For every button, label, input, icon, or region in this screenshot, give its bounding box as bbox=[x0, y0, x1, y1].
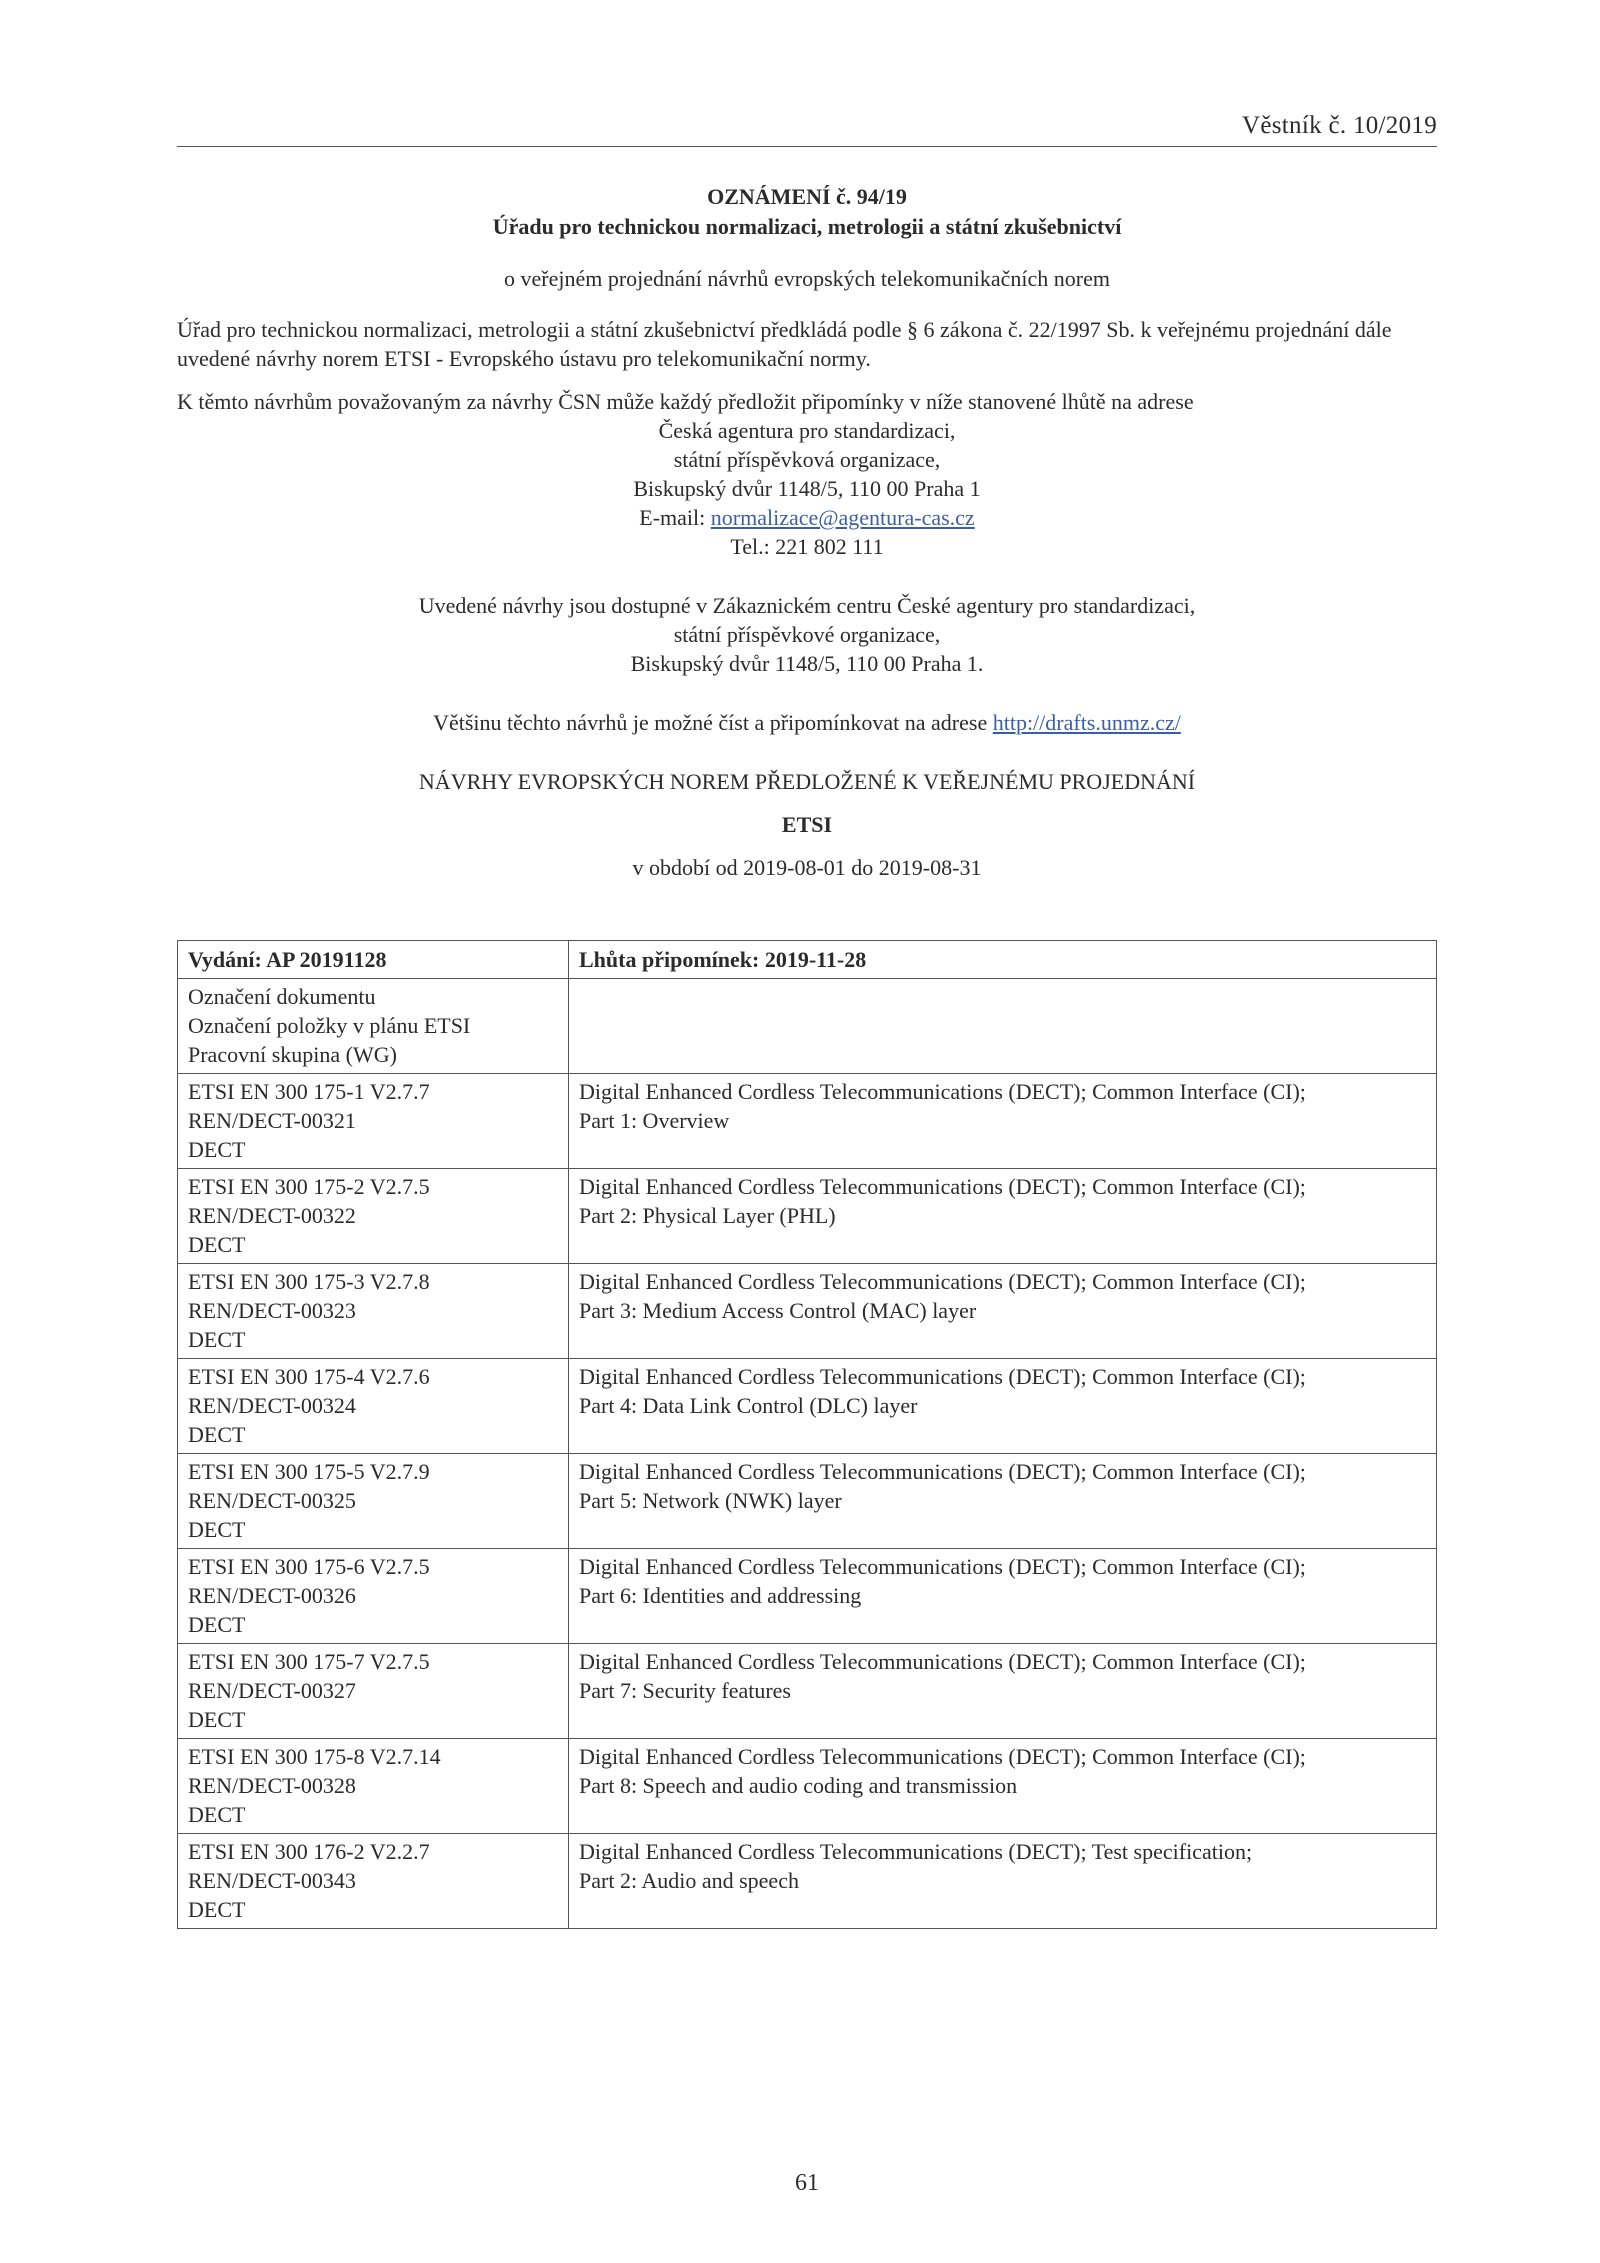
notice-title: OZNÁMENÍ č. 94/19 bbox=[707, 184, 907, 209]
legend-empty-cell bbox=[569, 979, 1437, 1074]
email-link[interactable]: normalizace@agentura-cas.cz bbox=[710, 505, 975, 530]
work-item-id: REN/DECT-00325 bbox=[188, 1488, 356, 1513]
legend-row bbox=[178, 979, 1437, 1074]
working-group: DECT bbox=[188, 1517, 246, 1542]
running-header: Věstník č. 10/2019 bbox=[1242, 112, 1437, 139]
document-id-cell bbox=[178, 1169, 569, 1264]
working-group: DECT bbox=[188, 1897, 246, 1922]
document-part-line: Part 8: Speech and audio coding and transmission bbox=[579, 1773, 1018, 1798]
work-item-id: REN/DECT-00327 bbox=[188, 1678, 356, 1703]
address-block bbox=[177, 416, 1437, 561]
email-label: E-mail: bbox=[639, 505, 711, 530]
work-item-id: REN/DECT-00324 bbox=[188, 1393, 356, 1418]
working-group: DECT bbox=[188, 1232, 246, 1257]
document-id-cell bbox=[178, 1834, 569, 1929]
document-id-cell bbox=[178, 1264, 569, 1359]
document-title-line: Digital Enhanced Cordless Telecommunications (DECT); Common Interface (CI); bbox=[579, 1459, 1306, 1484]
availability-line: Biskupský dvůr 1148/5, 110 00 Praha 1. bbox=[630, 651, 984, 676]
document-title-cell bbox=[569, 1074, 1437, 1169]
work-item-id: REN/DECT-00343 bbox=[188, 1868, 356, 1893]
legend-line: Označení položky v plánu ETSI bbox=[188, 1013, 471, 1038]
period-line: v období od 2019-08-01 do 2019-08-31 bbox=[632, 855, 982, 880]
notice-issuer: Úřadu pro technickou normalizaci, metrologii a státní zkušebnictví bbox=[492, 214, 1122, 239]
email-line bbox=[177, 503, 1437, 532]
table-row bbox=[178, 1169, 1437, 1264]
comments-intro: K těmto návrhům považovaným za návrhy ČSN může každý předložit připomínky v níže stanovené lhůtě na adrese bbox=[177, 389, 1194, 414]
document-designation: ETSI EN 300 175-6 V2.7.5 bbox=[188, 1554, 430, 1579]
working-group: DECT bbox=[188, 1327, 246, 1352]
document-designation: ETSI EN 300 175-1 V2.7.7 bbox=[188, 1079, 430, 1104]
header-rule bbox=[177, 146, 1437, 147]
document-id-cell bbox=[178, 1074, 569, 1169]
document-part-line: Part 7: Security features bbox=[579, 1678, 791, 1703]
document-title-line: Digital Enhanced Cordless Telecommunications (DECT); Common Interface (CI); bbox=[579, 1649, 1306, 1674]
document-id-cell bbox=[178, 1454, 569, 1549]
document-part-line: Part 5: Network (NWK) layer bbox=[579, 1488, 842, 1513]
organization-heading: ETSI bbox=[781, 812, 833, 837]
page-number: 61 bbox=[795, 2170, 819, 2196]
document-part-line: Part 3: Medium Access Control (MAC) layer bbox=[579, 1298, 977, 1323]
document-part-line: Part 6: Identities and addressing bbox=[579, 1583, 862, 1608]
document-title-line: Digital Enhanced Cordless Telecommunications (DECT); Common Interface (CI); bbox=[579, 1174, 1306, 1199]
document-designation: ETSI EN 300 175-8 V2.7.14 bbox=[188, 1744, 441, 1769]
legend-line: Označení dokumentu bbox=[188, 984, 376, 1009]
document-designation: ETSI EN 300 175-5 V2.7.9 bbox=[188, 1459, 430, 1484]
norms-table bbox=[177, 940, 1437, 1929]
work-item-id: REN/DECT-00326 bbox=[188, 1583, 356, 1608]
address-line: Česká agentura pro standardizaci, bbox=[658, 418, 956, 443]
document-designation: ETSI EN 300 175-3 V2.7.8 bbox=[188, 1269, 430, 1294]
document-designation: ETSI EN 300 176-2 V2.2.7 bbox=[188, 1839, 430, 1864]
document-id-cell bbox=[178, 1644, 569, 1739]
document-id-cell bbox=[178, 1739, 569, 1834]
section-title: NÁVRHY EVROPSKÝCH NOREM PŘEDLOŽENÉ K VEŘEJNÉMU PROJEDNÁNÍ bbox=[418, 769, 1196, 794]
drafts-link[interactable]: http://drafts.unmz.cz/ bbox=[992, 710, 1181, 735]
table-header-row bbox=[178, 941, 1437, 979]
legend-line: Pracovní skupina (WG) bbox=[188, 1042, 397, 1067]
document-id-cell bbox=[178, 1549, 569, 1644]
document-id-cell bbox=[178, 1359, 569, 1454]
table-row bbox=[178, 1264, 1437, 1359]
working-group: DECT bbox=[188, 1422, 246, 1447]
working-group: DECT bbox=[188, 1137, 246, 1162]
drafts-line bbox=[177, 708, 1437, 737]
document-title-line: Digital Enhanced Cordless Telecommunications (DECT); Common Interface (CI); bbox=[579, 1269, 1306, 1294]
legend-cell bbox=[178, 979, 569, 1074]
drafts-text: Většinu těchto návrhů je možné číst a připomínkovat na adrese bbox=[433, 710, 993, 735]
document-title-line: Digital Enhanced Cordless Telecommunications (DECT); Test specification; bbox=[579, 1839, 1253, 1864]
document-title-cell bbox=[569, 1834, 1437, 1929]
document-part-line: Part 4: Data Link Control (DLC) layer bbox=[579, 1393, 918, 1418]
address-line: Biskupský dvůr 1148/5, 110 00 Praha 1 bbox=[633, 476, 981, 501]
work-item-id: REN/DECT-00323 bbox=[188, 1298, 356, 1323]
working-group: DECT bbox=[188, 1802, 246, 1827]
notice-subject: o veřejném projednání návrhů evropských telekomunikačních norem bbox=[503, 266, 1111, 291]
document-title-cell bbox=[569, 1359, 1437, 1454]
notice-intro: Úřad pro technickou normalizaci, metrologii a státní zkušebnictví předkládá podle § 6 zákona č. 22/1997 Sb. k veřejnému projednání dále uvedené návrhy norem ETSI - Evropského ústavu pro telekomunikační normy. bbox=[177, 317, 1392, 371]
document-designation: ETSI EN 300 175-7 V2.7.5 bbox=[188, 1649, 430, 1674]
work-item-id: REN/DECT-00321 bbox=[188, 1108, 356, 1133]
work-item-id: REN/DECT-00328 bbox=[188, 1773, 356, 1798]
document-title-line: Digital Enhanced Cordless Telecommunications (DECT); Common Interface (CI); bbox=[579, 1744, 1306, 1769]
document-title-line: Digital Enhanced Cordless Telecommunications (DECT); Common Interface (CI); bbox=[579, 1364, 1306, 1389]
document-title-cell bbox=[569, 1549, 1437, 1644]
table-row bbox=[178, 1359, 1437, 1454]
document-title-cell bbox=[569, 1644, 1437, 1739]
working-group: DECT bbox=[188, 1707, 246, 1732]
document-title-line: Digital Enhanced Cordless Telecommunications (DECT); Common Interface (CI); bbox=[579, 1554, 1306, 1579]
deadline-cell: Lhůta připomínek: 2019-11-28 bbox=[569, 941, 1437, 979]
table-row bbox=[178, 1074, 1437, 1169]
document-title-cell bbox=[569, 1454, 1437, 1549]
document-designation: ETSI EN 300 175-4 V2.7.6 bbox=[188, 1364, 430, 1389]
document-title-cell bbox=[569, 1739, 1437, 1834]
phone-line: Tel.: 221 802 111 bbox=[730, 534, 884, 559]
table-row bbox=[178, 1454, 1437, 1549]
issue-cell: Vydání: AP 20191128 bbox=[178, 941, 569, 979]
address-line: státní příspěvková organizace, bbox=[673, 447, 941, 472]
document-title-line: Digital Enhanced Cordless Telecommunications (DECT); Common Interface (CI); bbox=[579, 1079, 1306, 1104]
document-part-line: Part 2: Audio and speech bbox=[579, 1868, 799, 1893]
table-row bbox=[178, 1644, 1437, 1739]
availability-line: Uvedené návrhy jsou dostupné v Zákaznickém centru České agentury pro standardizaci, bbox=[418, 593, 1196, 618]
table-row bbox=[178, 1834, 1437, 1929]
document-part-line: Part 2: Physical Layer (PHL) bbox=[579, 1203, 836, 1228]
document-part-line: Part 1: Overview bbox=[579, 1108, 730, 1133]
notice-body bbox=[177, 182, 1437, 882]
work-item-id: REN/DECT-00322 bbox=[188, 1203, 356, 1228]
document-title-cell bbox=[569, 1264, 1437, 1359]
availability-block bbox=[177, 591, 1437, 678]
document-designation: ETSI EN 300 175-2 V2.7.5 bbox=[188, 1174, 430, 1199]
table-row bbox=[178, 1549, 1437, 1644]
table-row bbox=[178, 1739, 1437, 1834]
availability-line: státní příspěvkové organizace, bbox=[673, 622, 941, 647]
working-group: DECT bbox=[188, 1612, 246, 1637]
document-title-cell bbox=[569, 1169, 1437, 1264]
